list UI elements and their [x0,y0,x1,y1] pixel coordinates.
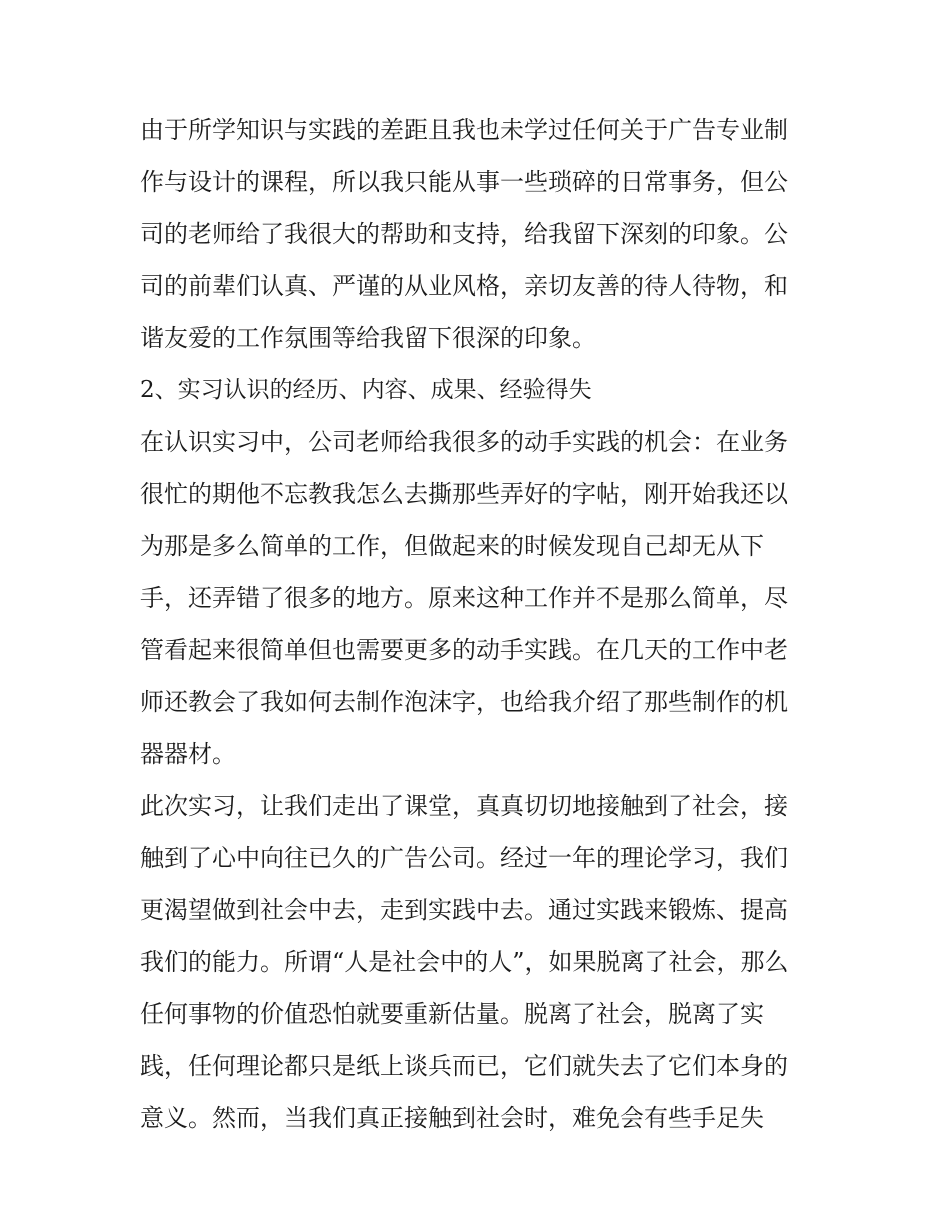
document-body [140,104,830,1144]
text-line: 为那是多么简单的工作，但做起来的时候发现自己却无从下 [140,532,764,560]
paragraph-2 [140,416,830,780]
text-line: 司的老师给了我很大的帮助和支持，给我留下深刻的印象。公 [140,220,788,248]
text-line: 谐友爱的工作氛围等给我留下很深的印象。 [140,324,596,352]
text-line: 任何事物的价值恐怕就要重新估量。脱离了社会，脱离了实 [140,1000,764,1028]
section-heading: 2、实习认识的经历、内容、成果、经验得失 [140,377,592,403]
text-line: 由于所学知识与实践的差距且我也未学过任何关于广告专业制 [140,116,788,144]
text-line: 在认识实习中，公司老师给我很多的动手实践的机会：在业务 [140,428,788,456]
text-line: 践，任何理论都只是纸上谈兵而已，它们就失去了它们本身的 [140,1052,788,1080]
text-line: 更渴望做到社会中去，走到实践中去。通过实践来锻炼、提高 [140,896,788,924]
text-line: 意义。然而，当我们真正接触到社会时，难免会有些手足失 [140,1104,764,1132]
text-line: 此次实习，让我们走出了课堂，真真切切地接触到了社会，接 [140,792,788,820]
paragraph-1 [140,104,830,364]
paragraph-3 [140,780,830,1144]
text-line: 司的前辈们认真、严谨的从业风格，亲切友善的待人待物，和 [140,272,788,300]
text-line: 管看起来很简单但也需要更多的动手实践。在几天的工作中老 [140,636,788,664]
text-line: 触到了心中向往已久的广告公司。经过一年的理论学习，我们 [140,844,788,872]
text-line: 师还教会了我如何去制作泡沫字，也给我介绍了那些制作的机 [140,688,788,716]
text-line: 器器材。 [140,740,236,768]
text-line: 手，还弄错了很多的地方。原来这种工作并不是那么简单，尽 [140,584,788,612]
text-line: 我们的能力。所谓“人是社会中的人”，如果脱离了社会，那么 [140,948,789,976]
text-line: 很忙的期他不忘教我怎么去撕那些弄好的字帖，刚开始我还以 [140,480,788,508]
text-line: 作与设计的课程，所以我只能从事一些琐碎的日常事务，但公 [140,168,788,196]
